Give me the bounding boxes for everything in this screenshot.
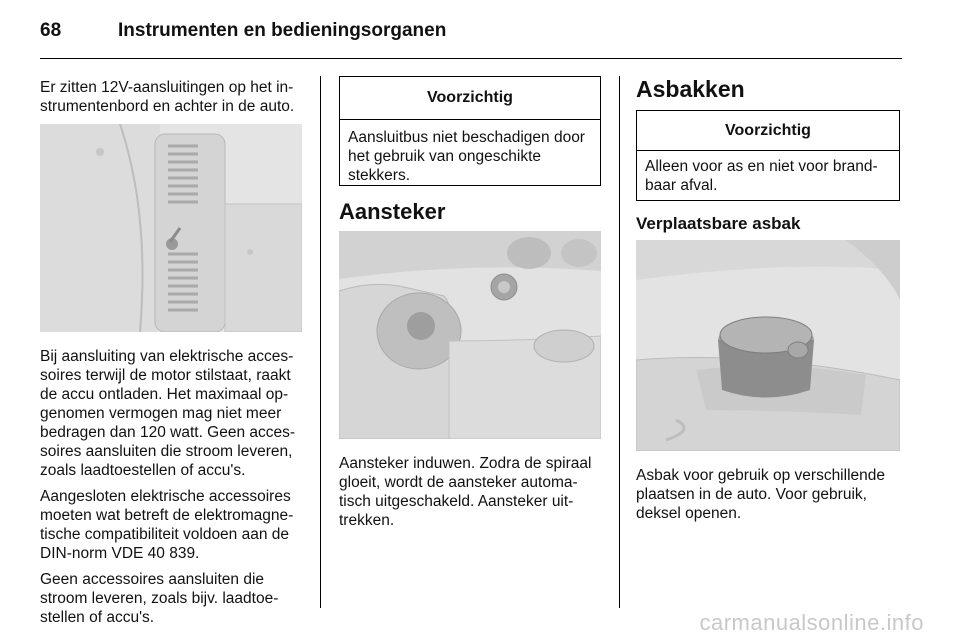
figure-ashtray [636,240,900,451]
caution-title: Voorzichtig [637,111,899,151]
heading-aansteker: Aansteker [339,199,446,224]
figure-lighter [339,231,601,439]
caution-text: Aansluitbus niet beschadigen door het gebruik van ongeschikte stekkers. [348,129,585,184]
caution-text: Alleen voor as en niet voor brand-baar afval. [645,158,878,194]
caution-title: Voorzichtig [340,77,600,120]
column2-text: Aansteker induwen. Zodra de spiraal gloeit, wordt de aansteker automa-tisch uitgeschakeld. Aansteker uit-trekken. [339,455,592,529]
subheading-verplaatsbare-asbak: Verplaatsbare asbak [636,214,801,233]
caution-box-lighter [339,76,601,186]
figure-power-outlet [40,124,302,332]
page-title: Instrumenten en bedieningsorganen [118,20,447,41]
column-divider-1 [320,76,321,608]
header-rule [40,58,902,59]
page-number: 68 [40,20,62,41]
column1-text: Bij aansluiting van elektrische acces-soires terwijl de motor stilstaat, raakt de accu ontladen. Het maximaal op-genomen vermogen mag niet meer bedragen dan 120 watt. Geen acces-soires aansluiten die stroom leveren, zoals laadtoestellen of accu's. Aangesloten elektrische accessoires moeten wat betreft de elektromagne-tische compatibiliteit voldoen aan de DIN-norm VDE 40 839. Geen accessoires aansluiten die stroom leveren, zoals bijv. laadtoe-stellen of accu's. [40,348,296,626]
caution-box-ashtray [636,110,900,201]
column3-text: Asbak voor gebruik op verschillende plaatsen in de auto. Voor gebruik, deksel openen. [636,467,885,522]
intro-text: Er zitten 12V-aansluitingen op het in-strumentenbord en achter in de auto. [40,79,295,115]
column-divider-2 [619,76,620,608]
watermark: carmanualsonline.info [699,610,924,635]
heading-asbakken: Asbakken [636,76,745,102]
